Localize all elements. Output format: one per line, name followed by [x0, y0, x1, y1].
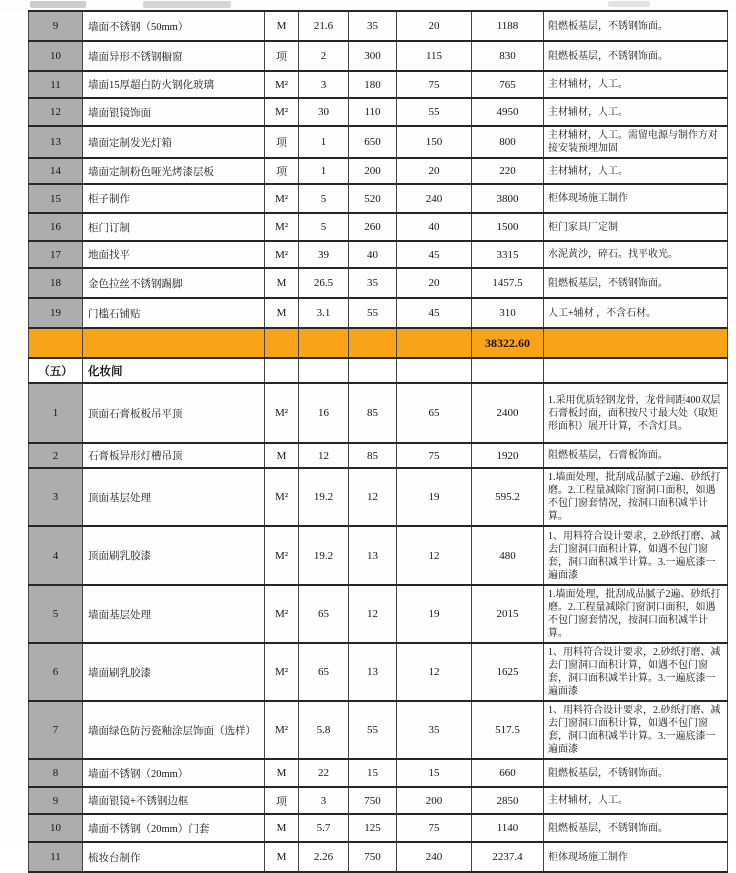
- unit-price-2: 12: [397, 643, 472, 701]
- unit: M²: [265, 643, 299, 701]
- subtotal-row: [29, 328, 728, 358]
- unit: M²: [265, 526, 299, 585]
- item-name: 墙面基层处理: [83, 585, 265, 643]
- section-number: （五）: [29, 358, 83, 383]
- table-row: [29, 701, 728, 759]
- unit: M: [265, 11, 299, 41]
- line-total: 1188: [472, 11, 544, 41]
- quantity: 2.26: [299, 842, 349, 872]
- quantity: 12: [299, 443, 349, 468]
- row-number: 3: [29, 468, 83, 526]
- unit: M²: [265, 71, 299, 98]
- unit: M²: [265, 213, 299, 241]
- unit-price-2: 55: [397, 98, 472, 126]
- item-name: 顶面刷乳胶漆: [83, 526, 265, 585]
- table-row: [29, 585, 728, 643]
- unit-price-2: 20: [397, 268, 472, 298]
- table-row: [29, 98, 728, 126]
- unit-price-1: 12: [349, 468, 397, 526]
- unit: M²: [265, 701, 299, 759]
- remark: 人工+辅材 ，不含石材。: [544, 298, 728, 328]
- unit-price-1: 750: [349, 787, 397, 814]
- section-empty-cell: [397, 358, 472, 383]
- unit-price-1: 180: [349, 71, 397, 98]
- quantity: 3: [299, 787, 349, 814]
- section-empty-cell: [299, 358, 349, 383]
- line-total: 2237.4: [472, 842, 544, 872]
- line-total: 1920: [472, 443, 544, 468]
- line-total: 2400: [472, 383, 544, 443]
- item-name: 墙面15厚超白防火钢化玻璃: [83, 71, 265, 98]
- unit-price-1: 85: [349, 383, 397, 443]
- row-number: 4: [29, 526, 83, 585]
- row-number: 17: [29, 241, 83, 268]
- table-row: [29, 213, 728, 241]
- item-name: 墙面银镜饰面: [83, 98, 265, 126]
- unit: 项: [265, 41, 299, 71]
- unit-price-2: 75: [397, 71, 472, 98]
- row-number: 18: [29, 268, 83, 298]
- line-total: 595.2: [472, 468, 544, 526]
- remark: 阻燃板基层，石膏板饰面。: [544, 443, 728, 468]
- unit-price-1: 55: [349, 701, 397, 759]
- remark: 1.采用优质轻钢龙骨，龙骨间距400双层石膏板封面，面积按尺寸最大处（取矩形面积）展开计算，不含灯具。: [544, 383, 728, 443]
- line-total: 1140: [472, 814, 544, 842]
- subtotal-empty-cell: [397, 328, 472, 358]
- cropped-row-fragment: [143, 1, 231, 8]
- line-total: 517.5: [472, 701, 544, 759]
- item-name: 柜门订制: [83, 213, 265, 241]
- unit-price-2: 115: [397, 41, 472, 71]
- quantity: 30: [299, 98, 349, 126]
- unit: M: [265, 814, 299, 842]
- quantity: 21.6: [299, 11, 349, 41]
- table-row: [29, 468, 728, 526]
- row-number: 6: [29, 643, 83, 701]
- row-number: 8: [29, 759, 83, 787]
- unit-price-1: 200: [349, 158, 397, 184]
- item-name: 墙面绿色防污瓷釉涂层饰面（选样）: [83, 701, 265, 759]
- item-name: 墙面不锈钢（20mm）门套: [83, 814, 265, 842]
- item-name: 石膏板异形灯槽吊顶: [83, 443, 265, 468]
- unit-price-2: 45: [397, 241, 472, 268]
- line-total: 830: [472, 41, 544, 71]
- row-number: 7: [29, 701, 83, 759]
- section-title: 化妆间: [83, 358, 265, 383]
- unit-price-2: 65: [397, 383, 472, 443]
- unit: M: [265, 268, 299, 298]
- subtotal-empty-cell: [265, 328, 299, 358]
- table-row: [29, 298, 728, 328]
- quantity: 1: [299, 126, 349, 158]
- row-number: 1: [29, 383, 83, 443]
- item-name: 柜子制作: [83, 184, 265, 213]
- row-number: 10: [29, 41, 83, 71]
- unit-price-2: 12: [397, 526, 472, 585]
- unit-price-2: 75: [397, 443, 472, 468]
- table-row: [29, 158, 728, 184]
- unit-price-1: 12: [349, 585, 397, 643]
- row-number: 13: [29, 126, 83, 158]
- remark: 柜门家具厂定制: [544, 213, 728, 241]
- quantity: 22: [299, 759, 349, 787]
- unit-price-1: 55: [349, 298, 397, 328]
- unit-price-2: 20: [397, 158, 472, 184]
- table-row: [29, 643, 728, 701]
- item-name: 墙面不锈钢（20mm）: [83, 759, 265, 787]
- item-name: 墙面定制发光灯箱: [83, 126, 265, 158]
- remark: 柜体现场施工制作: [544, 842, 728, 872]
- remark: 水泥黄沙，碎石。找平收光。: [544, 241, 728, 268]
- line-total: 480: [472, 526, 544, 585]
- unit-price-1: 260: [349, 213, 397, 241]
- quantity: 5.8: [299, 701, 349, 759]
- table-row: [29, 241, 728, 268]
- subtotal-empty-cell: [349, 328, 397, 358]
- table-row: [29, 526, 728, 585]
- remark: 阻燃板基层，不锈钢饰面。: [544, 268, 728, 298]
- item-name: 墙面定制粉色哑光烤漆层板: [83, 158, 265, 184]
- cropped-row-fragment: [30, 1, 86, 8]
- unit-price-2: 19: [397, 468, 472, 526]
- unit-price-1: 40: [349, 241, 397, 268]
- table-row: [29, 41, 728, 71]
- item-name: 墙面不锈钢（50mm）: [83, 11, 265, 41]
- item-name: 金色拉丝不锈钢踢脚: [83, 268, 265, 298]
- quantity: 2: [299, 41, 349, 71]
- quantity: 5: [299, 184, 349, 213]
- subtotal-empty-cell: [544, 328, 728, 358]
- unit-price-1: 520: [349, 184, 397, 213]
- line-total: 1457.5: [472, 268, 544, 298]
- unit-price-2: 200: [397, 787, 472, 814]
- line-total: 3800: [472, 184, 544, 213]
- section-empty-cell: [349, 358, 397, 383]
- remark: 1、用料符合设计要求，2.砂纸打磨、减去门窗洞口面积计算，如遇不包门窗套，洞口面积减半计算。3.一遍底漆一遍面漆: [544, 701, 728, 759]
- quotation-table: [28, 10, 728, 873]
- unit-price-1: 85: [349, 443, 397, 468]
- subtotal-empty-cell: [83, 328, 265, 358]
- quantity: 3: [299, 71, 349, 98]
- row-number: 12: [29, 98, 83, 126]
- subtotal-empty-cell: [299, 328, 349, 358]
- section-header-row: [29, 358, 728, 383]
- unit: M²: [265, 241, 299, 268]
- unit-price-2: 75: [397, 814, 472, 842]
- table-row: [29, 814, 728, 842]
- unit: M²: [265, 98, 299, 126]
- table-row: [29, 443, 728, 468]
- item-name: 墙面刷乳胶漆: [83, 643, 265, 701]
- subtotal-amount: 38322.60: [472, 328, 544, 358]
- table-row: [29, 11, 728, 41]
- quantity: 26.5: [299, 268, 349, 298]
- remark: 1.墙面处理，批刮成品腻子2遍、砂纸打磨。2.工程量减除门窗洞口面积，如遇不包门窗套情况，按洞口面积减半计算。: [544, 585, 728, 643]
- quantity: 16: [299, 383, 349, 443]
- unit-price-2: 45: [397, 298, 472, 328]
- quantity: 1: [299, 158, 349, 184]
- table-row: [29, 126, 728, 158]
- remark: 主材辅材，人工。: [544, 158, 728, 184]
- unit-price-2: 15: [397, 759, 472, 787]
- unit-price-2: 150: [397, 126, 472, 158]
- unit-price-2: 20: [397, 11, 472, 41]
- row-number: 9: [29, 11, 83, 41]
- unit-price-1: 35: [349, 11, 397, 41]
- item-name: 墙面异形不锈钢橱窗: [83, 41, 265, 71]
- cropped-row-fragment: [608, 1, 650, 7]
- remark: 1、用料符合设计要求，2.砂纸打磨、减去门窗洞口面积计算，如遇不包门窗套，洞口面积减半计算。3.一遍底漆一遍面漆: [544, 643, 728, 701]
- unit: M²: [265, 585, 299, 643]
- line-total: 220: [472, 158, 544, 184]
- unit: 项: [265, 126, 299, 158]
- line-total: 2850: [472, 787, 544, 814]
- line-total: 310: [472, 298, 544, 328]
- unit-price-1: 125: [349, 814, 397, 842]
- line-total: 2015: [472, 585, 544, 643]
- unit-price-1: 13: [349, 643, 397, 701]
- unit-price-1: 650: [349, 126, 397, 158]
- remark: 阻燃板基层，不锈钢饰面。: [544, 814, 728, 842]
- unit: M: [265, 759, 299, 787]
- row-number: 9: [29, 787, 83, 814]
- line-total: 800: [472, 126, 544, 158]
- remark: 阻燃板基层，不锈钢饰面。: [544, 11, 728, 41]
- item-name: 梳妆台制作: [83, 842, 265, 872]
- line-total: 3315: [472, 241, 544, 268]
- row-number: 10: [29, 814, 83, 842]
- row-number: 2: [29, 443, 83, 468]
- unit: M²: [265, 468, 299, 526]
- unit-price-2: 19: [397, 585, 472, 643]
- item-name: 地面找平: [83, 241, 265, 268]
- unit-price-1: 110: [349, 98, 397, 126]
- quantity: 65: [299, 585, 349, 643]
- item-name: 顶面基层处理: [83, 468, 265, 526]
- section-empty-cell: [544, 358, 728, 383]
- row-number: 16: [29, 213, 83, 241]
- item-name: 顶面石膏板板吊平顶: [83, 383, 265, 443]
- item-name: 墙面银镜+不锈钢边框: [83, 787, 265, 814]
- remark: 1、用料符合设计要求，2.砂纸打磨、减去门窗洞口面积计算，如遇不包门窗套，洞口面积减半计算。3.一遍底漆一遍面漆: [544, 526, 728, 585]
- table-row: [29, 383, 728, 443]
- page-edge-artifact: [0, 0, 736, 10]
- quantity: 5.7: [299, 814, 349, 842]
- quantity: 39: [299, 241, 349, 268]
- quantity: 19.2: [299, 526, 349, 585]
- section-empty-cell: [472, 358, 544, 383]
- table-row: [29, 759, 728, 787]
- remark: 主材辅材，人工。: [544, 787, 728, 814]
- table-row: [29, 71, 728, 98]
- unit: 项: [265, 158, 299, 184]
- remark: 主材辅材，人工。: [544, 98, 728, 126]
- row-number: 19: [29, 298, 83, 328]
- row-number: 11: [29, 842, 83, 872]
- table-row: [29, 787, 728, 814]
- item-name: 门槛石铺贴: [83, 298, 265, 328]
- remark: 主材辅材，人工。需留电源与制作方对接安装预埋加固: [544, 126, 728, 158]
- row-number: 11: [29, 71, 83, 98]
- unit-price-2: 35: [397, 701, 472, 759]
- subtotal-empty-cell: [29, 328, 83, 358]
- unit: M: [265, 842, 299, 872]
- quantity: 5: [299, 213, 349, 241]
- line-total: 765: [472, 71, 544, 98]
- table-row: [29, 842, 728, 872]
- line-total: 4950: [472, 98, 544, 126]
- table-row: [29, 184, 728, 213]
- quantity: 3.1: [299, 298, 349, 328]
- unit: M: [265, 298, 299, 328]
- line-total: 1625: [472, 643, 544, 701]
- unit-price-2: 40: [397, 213, 472, 241]
- unit-price-2: 240: [397, 842, 472, 872]
- remark: 阻燃板基层，不锈钢饰面。: [544, 41, 728, 71]
- unit: 项: [265, 787, 299, 814]
- row-number: 15: [29, 184, 83, 213]
- remark: 阻燃板基层，不锈钢饰面。: [544, 759, 728, 787]
- section-empty-cell: [265, 358, 299, 383]
- quantity: 19.2: [299, 468, 349, 526]
- unit-price-1: 300: [349, 41, 397, 71]
- remark: 柜体现场施工制作: [544, 184, 728, 213]
- unit-price-2: 240: [397, 184, 472, 213]
- line-total: 1500: [472, 213, 544, 241]
- remark: 主材辅材，人工。: [544, 71, 728, 98]
- quantity: 65: [299, 643, 349, 701]
- remark: 1.墙面处理，批刮成品腻子2遍、砂纸打磨。2.工程量减除门窗洞口面积，如遇不包门窗套情况，按洞口面积减半计算。: [544, 468, 728, 526]
- unit: M: [265, 443, 299, 468]
- row-number: 14: [29, 158, 83, 184]
- line-total: 660: [472, 759, 544, 787]
- unit-price-1: 15: [349, 759, 397, 787]
- row-number: 5: [29, 585, 83, 643]
- unit-price-1: 35: [349, 268, 397, 298]
- unit-price-1: 750: [349, 842, 397, 872]
- unit: M²: [265, 383, 299, 443]
- unit-price-1: 13: [349, 526, 397, 585]
- unit: M²: [265, 184, 299, 213]
- table-row: [29, 268, 728, 298]
